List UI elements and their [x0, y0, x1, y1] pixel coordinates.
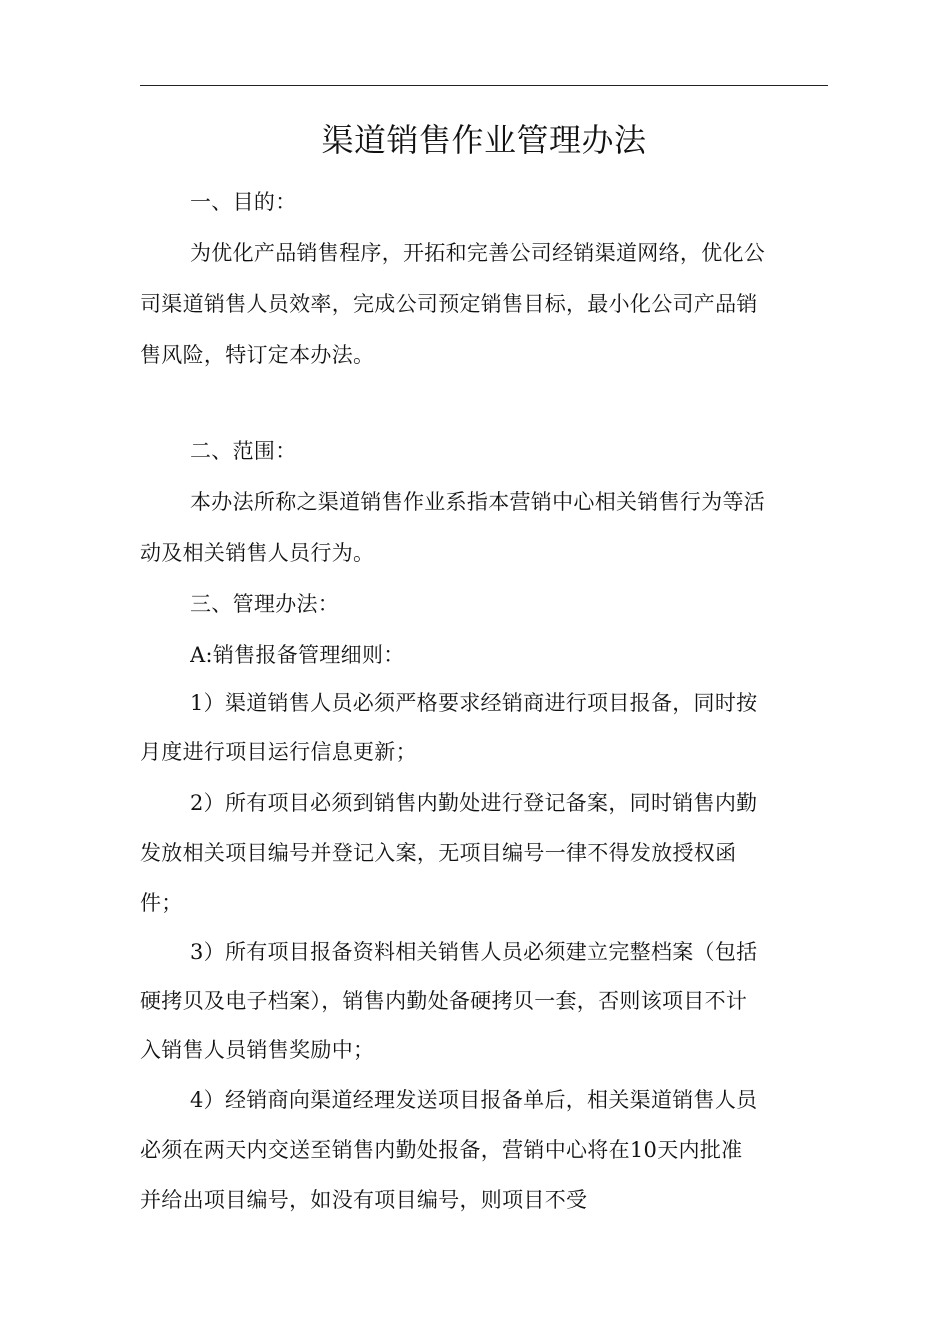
list-item-line: 硬拷贝及电子档案），销售内勤处备硬拷贝一套，否则该项目不计 [140, 989, 748, 1013]
list-item-line: 4）经销商向渠道经理发送项目报备单后，相关渠道销售人员 [190, 1088, 758, 1112]
list-item-line: 入销售人员销售奖励中； [140, 1038, 375, 1062]
list-item-line: 2）所有项目必须到销售内勤处进行登记备案，同时销售内勤 [190, 791, 758, 815]
paragraph-line: 动及相关销售人员行为。 [140, 541, 375, 565]
list-item-line: 件； [140, 891, 183, 915]
section-heading-scope: 二、范围： [190, 439, 297, 463]
subsection-heading: A:销售报备管理细则： [190, 643, 405, 667]
list-item-line: 1）渠道销售人员必须严格要求经销商进行项目报备，同时按 [190, 691, 758, 715]
paragraph-line: 售风险，特订定本办法。 [140, 343, 375, 367]
document-title: 渠道销售作业管理办法 [321, 121, 647, 159]
list-item-line: 并给出项目编号，如没有项目编号，则项目不受 [140, 1188, 588, 1212]
section-heading-management: 三、管理办法： [190, 592, 340, 616]
paragraph-line: 为优化产品销售程序，开拓和完善公司经销渠道网络，优化公 [190, 241, 766, 265]
paragraph-line: 本办法所称之渠道销售作业系指本营销中心相关销售行为等活 [190, 490, 766, 514]
header-rule [140, 85, 828, 86]
list-item-line: 发放相关项目编号并登记入案，无项目编号一律不得发放授权函 [140, 841, 737, 865]
section-heading-purpose: 一、目的： [190, 190, 297, 214]
list-item-line: 3）所有项目报备资料相关销售人员必须建立完整档案（包括 [190, 940, 758, 964]
list-item-line: 月度进行项目运行信息更新； [140, 740, 417, 764]
paragraph-line: 司渠道销售人员效率，完成公司预定销售目标，最小化公司产品销 [140, 292, 758, 316]
list-item-line: 必须在两天内交送至销售内勤处报备，营销中心将在10天内批准 [140, 1138, 743, 1162]
